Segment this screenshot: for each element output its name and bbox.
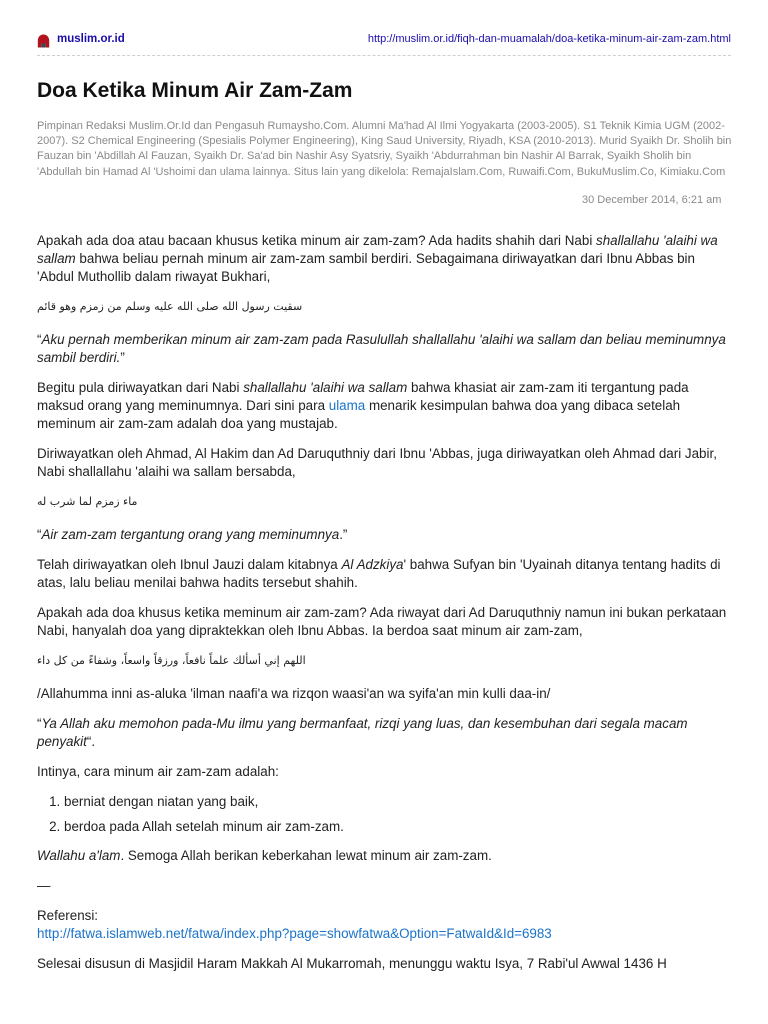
reference-block	[37, 907, 735, 943]
transliteration: /Allahumma inni as-aluka 'ilman naafi'a wa rizqon waasi'an wa syifa'an min kulli daa-in/	[37, 686, 551, 701]
arabic-hadith-text: ماء زمزم لما شرب له	[37, 495, 138, 508]
paragraph: Apakah ada doa khusus ketika meminum air zam-zam? Ada riwayat dari Ad Daruquthniy namun ini bukan perkataan Nabi, hanyalah doa yang dipraktekkan oleh Ibnu Abbas. Ia berdoa saat minum air zam-zam,	[37, 605, 727, 638]
emphasis-text: Wallahu a'lam	[37, 848, 121, 863]
publish-date: 30 December 2014, 6:21 am	[582, 194, 722, 206]
paragraph	[37, 379, 735, 433]
translation-quote	[37, 526, 735, 544]
quote-mark: ”	[120, 350, 125, 365]
page-url-link[interactable]: http://muslim.or.id/fiqh-dan-muamalah/doa-ketika-minum-air-zam-zam.html	[367, 33, 731, 45]
text-span: Telah diriwayatkan oleh Ibnul Jauzi dalam kitabnya	[37, 557, 342, 572]
arabic-hadith-text: سقيت رسول الله صلى الله عليه وسلم من زمزم وهو قائم	[37, 300, 303, 313]
header-bar	[37, 30, 731, 50]
reference-label: Referensi:	[37, 908, 99, 923]
text-span: bahwa khasiat air zam-zam iti tergantung pada maksud orang yang meminumnya. Dari sini para	[37, 380, 689, 413]
paragraph	[37, 847, 735, 865]
ulama-link[interactable]: ulama	[328, 398, 366, 413]
arabic-doa-text: اللهم إني أسألك علماً نافعاً، ورزقاً واسعاً، وشفاءً من كل داء	[37, 654, 306, 667]
text-span: ' bahwa Sufyan bin 'Uyainah ditanya tentang hadits di atas, lalu beliau menilai bahwa hadits tersebut shahih.	[37, 557, 721, 590]
emphasis-text: Ya Allah aku memohon pada-Mu ilmu yang bermanfaat, rizqi yang luas, dan kesembuhan dari segala macam penyakit	[37, 716, 688, 749]
article-body	[37, 232, 735, 985]
paragraph	[37, 232, 735, 286]
list-item: 2. berdoa pada Allah setelah minum air zam-zam.	[64, 818, 735, 836]
text-span: bahwa beliau pernah minum air zam-zam sambil berdiri. Sebagaimana diriwayatkan dari Ibnu Abbas bin 'Abdul Muthollib dalam riwayat Bukhari,	[37, 251, 695, 284]
emphasis-text: Air zam-zam tergantung orang yang meminumnya	[41, 527, 340, 542]
emphasis-text: shallallahu 'alaihi wa sallam	[37, 233, 718, 266]
helmet-logo-icon[interactable]	[37, 34, 50, 48]
paragraph: Diriwayatkan oleh Ahmad, Al Hakim dan Ad Daruquthniy dari Ibnu 'Abbas, juga diriwayatkan oleh Ahmad dari Jabir, Nabi shallallahu 'alaihi wa sallam bersabda,	[37, 446, 717, 479]
reference-link[interactable]: http://fatwa.islamweb.net/fatwa/index.php?page=showfatwa&Option=FatwaId&Id=6983	[37, 926, 552, 941]
quote-mark: “	[37, 716, 42, 731]
paragraph: Intinya, cara minum air zam-zam adalah:	[37, 764, 279, 779]
text-span: Apakah ada doa atau bacaan khusus ketika minum air zam-zam? Ada hadits shahih dari Nabi	[37, 233, 597, 248]
quote-mark: “	[37, 332, 42, 347]
emphasis-text: Aku pernah memberikan minum air zam-zam pada Rasulullah shallallahu 'alaihi wa sallam dan beliau meminumnya sambil berdiri.	[37, 332, 726, 365]
quote-mark: “	[37, 527, 42, 542]
closing-note: Selesai disusun di Masjidil Haram Makkah Al Mukarromah, menunggu waktu Isya, 7 Rabi'ul Awwal 1436 H	[37, 956, 667, 971]
emphasis-text: Al Adzkiya	[341, 557, 404, 572]
text-span: Begitu pula diriwayatkan dari Nabi	[37, 380, 244, 395]
text-span: . Semoga Allah berikan keberkahan lewat minum air zam-zam.	[120, 848, 492, 863]
quote-mark: .”	[339, 527, 348, 542]
steps-list	[37, 793, 735, 836]
translation-quote	[37, 331, 735, 367]
article-title: Doa Ketika Minum Air Zam-Zam	[37, 79, 353, 102]
separator-dash: —	[37, 878, 51, 893]
header-divider	[37, 55, 731, 56]
author-bio: Pimpinan Redaksi Muslim.Or.Id dan Pengasuh Rumaysho.Com. Alumni Ma'had Al Ilmi Yogyakarta (2003-2005). S1 Teknik Kimia UGM (2002-2007). S2 Chemical Engineering (Spesialis Polymer Engineering), King Saud University, Riyadh, KSA (2010-2013). Murid Syaikh Dr. Sholih bin Fauzan bin 'Abdillah Al Fauzan, Syaikh Dr. Sa'ad bin Nashir Asy Syatsriy, Syaikh 'Abdurrahman bin Nashir Al Barrak, Syaikh Sholih bin 'Abdullah bin Hamad Al 'Ushoimi dan ulama lainnya. Situs lain yang dikelola: RemajaIslam.Com, Ruwaifi.Com, BukuMuslim.Co, Kimiaku.Com	[37, 120, 732, 178]
paragraph	[37, 556, 735, 592]
text-span: menarik kesimpulan bahwa doa yang dibaca setelah meminum air zam-zam adalah doa yang mustajab.	[37, 398, 681, 431]
emphasis-text: shallallahu 'alaihi wa sallam	[243, 380, 408, 395]
site-name-link[interactable]: muslim.or.id	[57, 33, 125, 45]
translation-quote	[37, 715, 735, 751]
list-item: 1. berniat dengan niatan yang baik,	[64, 793, 735, 811]
quote-mark: “.	[86, 734, 96, 749]
